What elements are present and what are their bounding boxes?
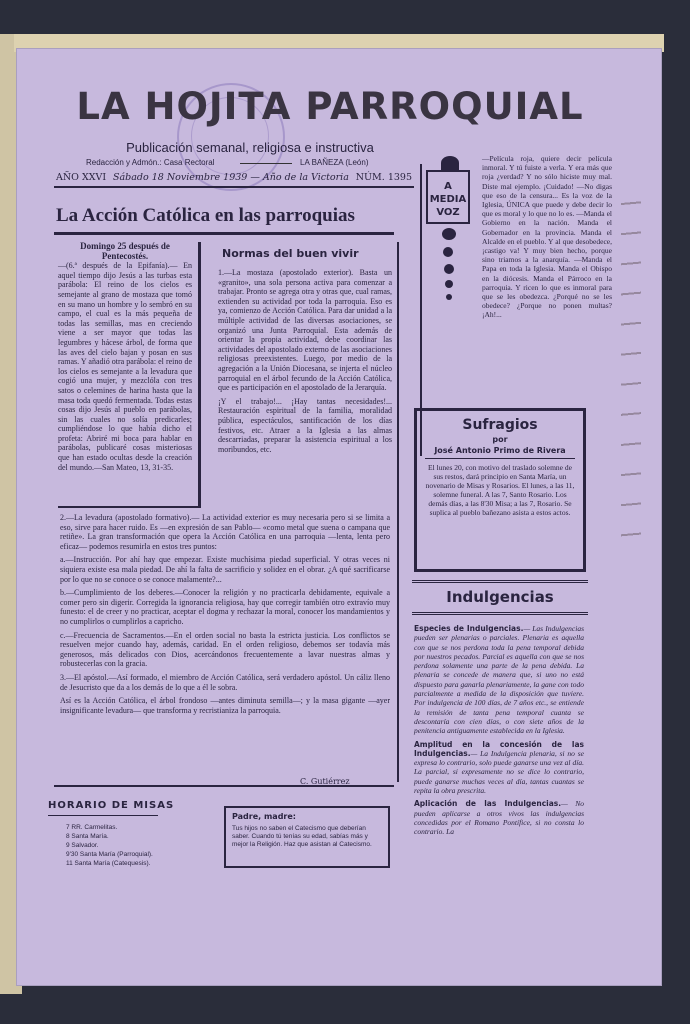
padre-madre-box — [224, 806, 390, 868]
ind-s2-head: Amplitud en la concesión de las Indulgencias. — [414, 739, 584, 758]
para-sacramentos: c.—Frecuencia de Sacramentos.—En el orden social no basta la estricta justicia. Los conflictos se resuelven mejor cuando hay, además, caridad. En el orden religioso, debemos ser todavía más generosos, más delicados con Dios, acercándonos frecuentemente a lavar nuestras almas y robustecerlas con la gracia. — [60, 630, 390, 669]
dot-2 — [443, 247, 453, 257]
column-divider — [397, 242, 399, 782]
main-article-title: La Acción Católica en las parroquias — [56, 205, 355, 226]
indulgencias-rule-top — [412, 580, 588, 583]
media-voz-label — [426, 170, 470, 224]
masthead-place: LA BAÑEZA (León) — [300, 158, 369, 167]
media-voz-text-box — [482, 154, 612, 320]
mv-label-a: A — [444, 181, 452, 192]
ind-s1-text: — Las Indulgencias pueden ser plenarias o parciales. Plenaria es aquella con que se nos perdona toda la pena temporal debida por nuestros pecados. Parcial es aquella con que se nos perdona solamente una parte de la pena debida. La plenaria se concede de manera que, si uno no está dispuesto para ganarla plenariamente, la gane con todo parcialmente a medida de la disposición que tuviere. Por indulgencia de 100 días, de 7 años etc., se entiende la remisión de tanta pena temporal cuanta se descontaría con cien días, o con siete años de la penitencia antiguamente establecida en la Iglesia. — [414, 624, 584, 736]
horario-line: 8 Santa María. — [66, 833, 109, 840]
padre-title: Padre, madre: — [232, 812, 296, 821]
sufragios-box — [414, 408, 586, 572]
para-mostaza: 1.—La mostaza (apostolado exterior). Basta un «granito», una sola persona activa para comenzar a trabajar. Pronto se agrega otra y otras que, cual ramas, extienden su actividad por toda la parroquia. Eso es ya, comienzo de Acción Católica. Para dar unidad a la múltiple actividad de las diversas asociaciones, se organizó una Junta Parroquial. Esta además de orientar la propia actividad, debe coordinar las actividades del apostolado externo de las asociaciones religiosas preexistentes. Luego, por medio de la agregación a la Unión Diocesana, se injerta el núcleo parroquial en el árbol fecundo de la Acción Católica, que es participación en el apostolado de la Jerarquía. — [218, 268, 392, 393]
sufragios-por: por — [492, 435, 508, 444]
para-levadura: 2.—La levadura (apostolado formativo).— La actividad exterior es muy necesaria pero si se limita a eso, sirve para hacer ruido. Es —en expresión de san Pablo— «como metal que suena o campana que retiñe». La gran transformación que opera la Acción Católica en una parroquia —lenta, lenta pero eficaz— podemos resumirla en estos tres puntos: — [60, 513, 390, 551]
mv-label-media: MEDIA — [429, 194, 467, 205]
gospel-bottom-rule — [58, 506, 201, 508]
sufragios-text: El lunes 20, con motivo del traslado solemne de sus restos, dará principio en Santa María, un novenario de Misas y Rosarios. El lunes, a las 11, solemne funeral. A las 7, Santo Rosario. Los demás días, a las 8'30 Misa; a las 7, Rosario. Se suplica al pueblo bañezano asista a estos actos. — [425, 463, 575, 517]
indulgencias-rule-bottom — [412, 612, 588, 615]
dot-top — [441, 156, 459, 170]
horario-line: 11 Santa María (Catequesis). — [66, 860, 151, 867]
masthead-subtitle: Publicación semanal, religiosa e instructiva — [126, 140, 374, 155]
para-apostol: 3.—El apóstol.—Así formado, el miembro de Acción Católica, será verdadero apóstol. Un cáliz lleno de Jesucristo que da a los demás de lo que a él le sobra. — [60, 672, 390, 692]
para-deberes: b.—Cumplimiento de los deberes.—Conocer la religión y no practicarla debidamente, equivale a comer pero sin digerir. Corregida la ignorancia religiosa, hay que corregir también otro extravío muy funesto: el de creer y no practicar, aceptar el dogma y rechazar la moral, conocer los mandamientos y no cumplirlos o cumplirlos a capricho. — [60, 588, 390, 626]
dateline — [56, 172, 412, 183]
para-instruccion: a.—Instrucción. Por ahí hay que empezar. Existe muchísima piedad superficial. Y otras veces ni siquiera existe esa mala piedad. De ahí la falta de sacrificio y solidez en el obrar. ¿A qué sacrificarse por lo que no se conoce o se conoce malamente?... — [60, 555, 390, 584]
horario-line: 9 Salvador. — [66, 842, 99, 849]
title-rule — [54, 232, 394, 235]
norms-title: Normas del buen vivir — [222, 247, 359, 260]
sufragios-name: José Antonio Primo de Rivera — [425, 446, 575, 459]
masthead-redaccion: Redacción y Admón.: Casa Rectoral — [86, 158, 215, 167]
mv-label-voz: VOZ — [436, 207, 460, 218]
article-body — [60, 513, 390, 719]
dot-4 — [445, 280, 453, 288]
horario-list — [66, 823, 153, 868]
horario-title: HORARIO DE MISAS — [48, 800, 175, 811]
sufragios-title: Sufragios — [462, 417, 538, 433]
indulgencias-body — [414, 624, 584, 841]
dot-3 — [444, 264, 454, 274]
para-conclusion: Así es la Acción Católica, el árbol frondoso —antes diminuta semilla—; y la masa gigante —ayer insignificante levadura— que transforma y recristianiza la parroquia. — [60, 696, 390, 715]
dot-5 — [446, 294, 452, 300]
ind-s1-head: Especies de Indulgencias. — [414, 624, 524, 633]
ind-s3-text: — No pueden aplicarse a otros vivos las indulgencias concedidas por el Romano Pontífice, si no consta lo contrario. La — [414, 799, 585, 837]
horario-line: 7 RR. Carmelitas. — [66, 824, 118, 831]
indulgencias-title: Indulgencias — [446, 588, 554, 606]
ind-s3-head: Aplicación de las Indulgencias. — [414, 799, 562, 809]
masthead-dash — [240, 163, 292, 164]
bottom-rule — [54, 785, 394, 787]
horario-line: 9'30 Santa María (Parroquial). — [66, 851, 153, 858]
norms-column — [218, 268, 392, 458]
gospel-heading: Domingo 25 después de Pentecostés. — [80, 241, 170, 261]
media-voz-text: —Película roja, quiere decir película inmoral. Y tú fuiste a verla. Y era más que roja ¿verdad? Y no sólo hiciste muy mal. Diste mal ejemplo. ¡Cuidado! —No digas que eso de la censura... Es la voz de la Iglesia, ÚNICA que puede y debe decir lo que es moral y lo que no lo es. —Manda el Gobierno en la nación. Manda el Gobernador en la provincia. Manda el Alcalde en el pueblo. Y al que desobedece, ¡castigo va! Y muy bien hecho, porque sino triamos a la anarquía. —Manda el Papa en toda la Iglesia. Manda el Obispo en la diócesis. Manda el Párroco en la parroquia. Y ricen lo que es inmoral para que se les obedezca. ¿Porqué no se les obedece? ¿Porque no ponen multas? ¡Ah!... — [482, 154, 612, 320]
dateline-rule — [54, 186, 414, 188]
issue-year: AÑO XXVI — [56, 172, 107, 183]
para-trabajo: ¡Y el trabajo!... ¡Hay tantas necesidades!... Restauración espiritual de la familia, moralidad pública, espectáculos, santificación de los días festivos, etc. Atraer a la Iglesia a las almas descarriadas, preparar la asistencia espiritual a los moribundos, etc. — [218, 396, 392, 454]
gospel-text: —(6.ª después de la Epifanía).— En aquel tiempo dijo Jesús a las turbas esta parábola: El reino de los cielos es semejante al grano de mostaza que tomó en su mano un hombre y lo sembró en su campo, el cual es la más pequeña de todas las semillas, mas en creciendo viene a ser mayor que todas las legumbres y hácese árbol, de forma que las aves del cielo bajan y posan en sus ramas. Y añadió otra parábola: el reino de los cielos es semejante a la levadura que cogió una mujer, y mezclóla con tres satos o celemines de harina hasta que la masa toda quedó fermentada. Todas estas cosas dijo Jesús al pueblo en parábolas, sin las cuales no solía predicarles; cumpliéndose lo que había dicho el profeta: Abriré mi boca para hablar en parábolas, publicaré cosas misteriosas que han estado ocultas desde la creación del mundo.—San Mateo, 13, 31-35. — [58, 261, 192, 472]
padre-text: Tus hijos no saben el Catecismo que deberían saber. Cuando tú tenías su edad, sabías más y mejor la Religión. Haz que asistan al Catecismo. — [232, 825, 372, 848]
ind-s2-text: — La Indulgencia plenaria, si no se expresa lo contrario, solo puede ganarse una vez al día. La parcial, si expresamente no se dice lo contrario, puede ganarse muchas veces al día, tantas cuantas se repita la obra prescrita. — [414, 748, 584, 796]
issue-date: Sábado 18 Noviembre 1939 — Año de la Victoria — [112, 172, 349, 183]
article-signature: C. Gutiérrez — [300, 777, 350, 786]
gospel-box — [58, 242, 201, 506]
dot-1 — [442, 228, 456, 240]
issue-number: NÚM. 1395 — [355, 172, 412, 183]
horario-rule — [48, 815, 158, 816]
masthead-title: LA HOJITA PARROQUIAL — [76, 85, 584, 128]
